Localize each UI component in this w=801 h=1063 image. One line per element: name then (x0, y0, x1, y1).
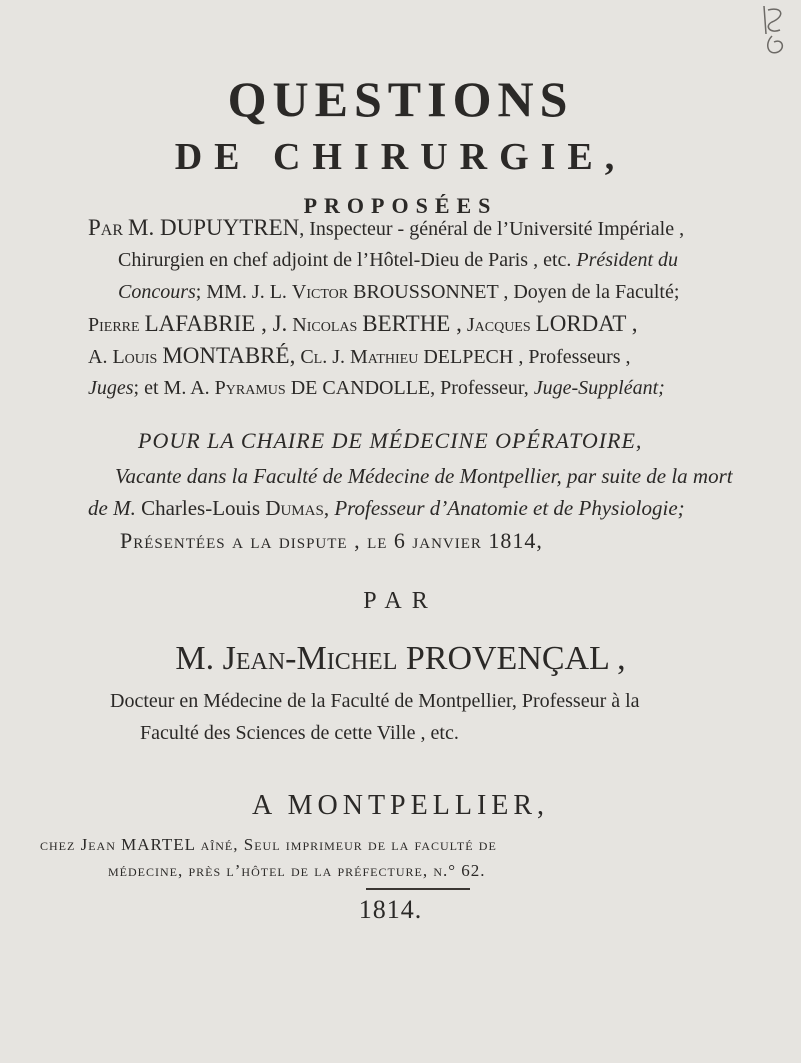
vacancy-line-2: de M. Charles-Louis Dumas, Professeur d’Anatomie et de Physiologie; (88, 496, 685, 520)
printer-line-2: médecine, près l’hôtel de la préfecture, n.° 62. (108, 861, 486, 880)
divider-rule (366, 888, 470, 890)
author-name: M. Jean-Michel PROVENÇAL , (175, 640, 626, 677)
jury-line-6: Juges; et M. A. Pyramus DE CANDOLLE, Professeur, Juge-Suppléant; (88, 377, 665, 399)
jury-line-2: Chirurgien en chef adjoint de l’Hôtel-Dieu de Paris , etc. Président du (118, 249, 679, 271)
place-of-publication: A MONTPELLIER, (251, 790, 550, 821)
publication-year: 1814. (358, 895, 423, 924)
author-title-line-2: Faculté des Sciences de cette Ville , etc. (140, 722, 459, 744)
jury-line-3: Concours; MM. J. L. Victor BROUSSONNET , Doyen de la Faculté; (118, 281, 680, 303)
handwritten-mark-icon (760, 4, 792, 68)
jury-line-1: Par M. DUPUYTREN, Inspecteur - général de l’Université Impériale , (88, 215, 685, 240)
page-subtitle: DE CHIRURGIE, (174, 136, 627, 178)
vacancy-line-1: Vacante dans la Faculté de Médecine de Montpellier, par suite de la mort (115, 464, 733, 488)
jury-line-5: A. Louis MONTABRÉ, Cl. J. Mathieu DELPECH , Professeurs , (88, 343, 631, 368)
par-heading: PAR (363, 588, 438, 614)
presentation-line: Présentées a la dispute , le 6 janvier 1814, (120, 528, 543, 553)
proposees-heading: PROPOSÉES (303, 193, 498, 218)
page-title: QUESTIONS (227, 71, 574, 127)
jury-line-4: Pierre LAFABRIE , J. Nicolas BERTHE , Jacques LORDAT , (88, 311, 638, 336)
author-title-line-1: Docteur en Médecine de la Faculté de Montpellier, Professeur à la (110, 690, 640, 712)
printer-line-1: chez Jean MARTEL aîné, Seul imprimeur de la faculté de (40, 835, 497, 854)
chair-heading: POUR LA CHAIRE DE MÉDECINE OPÉRATOIRE, (138, 428, 643, 453)
